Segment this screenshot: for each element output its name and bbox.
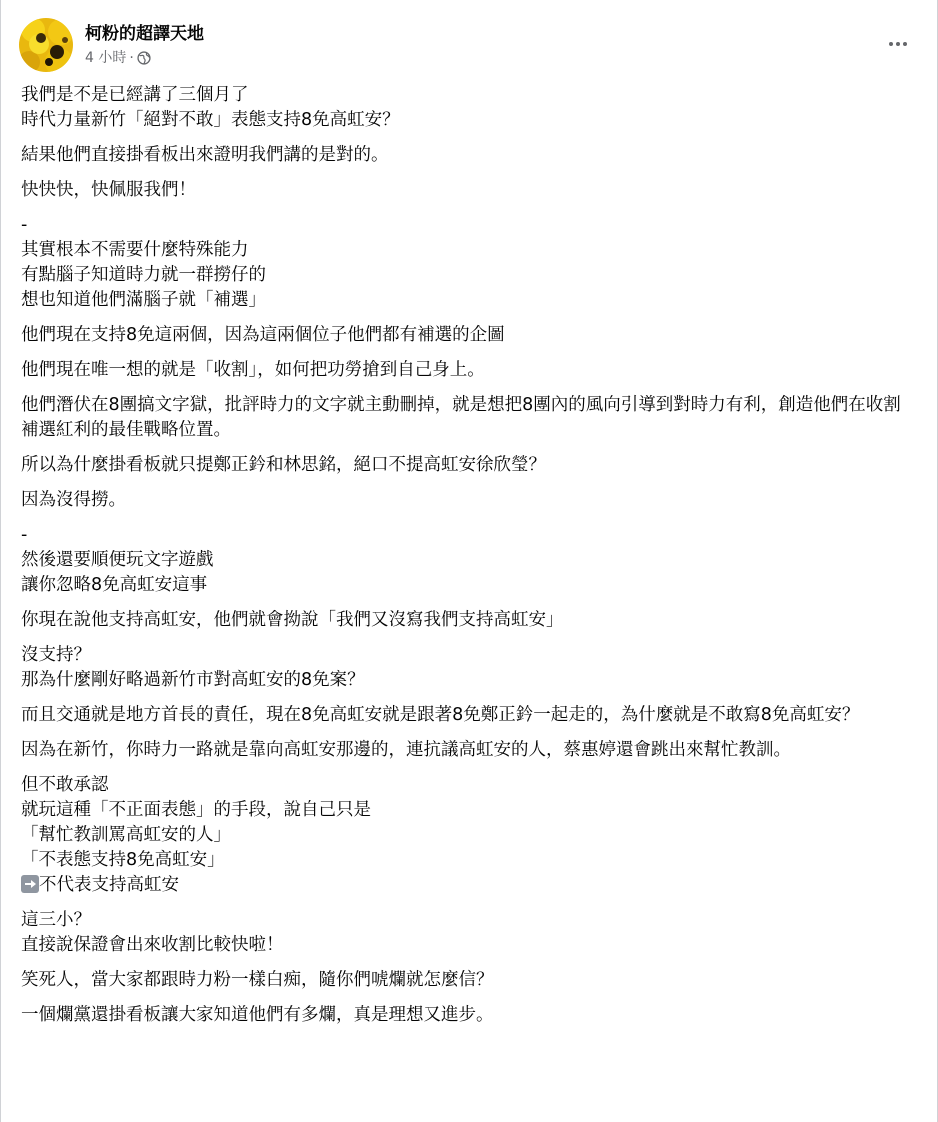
post-paragraph	[21, 358, 913, 383]
post-line: 直接說保證會出來收割比較快啦！	[21, 935, 284, 955]
post-timestamp[interactable]: 4 小時	[85, 50, 127, 66]
more-options-dot	[896, 42, 900, 46]
post-line: -	[21, 215, 28, 235]
post-line	[21, 873, 913, 898]
sunflower-avatar-image	[19, 18, 73, 72]
post-line: 快快快，快佩服我們！	[21, 180, 196, 200]
post-paragraph	[21, 488, 913, 513]
post-line: 因為在新竹，你時力一路就是靠向高虹安那邊的，連抗議高虹安的人，蔡惠婷還會跳出來幫忙教訓。	[21, 740, 791, 760]
post-line: 「不表態支持8免高虹安」	[21, 850, 225, 870]
post-line: 他們現在唯一想的就是「收割」，如何把功勞搶到自己身上。	[21, 360, 485, 380]
post-paragraph	[21, 83, 913, 133]
post-line: 「幫忙教訓罵高虹安的人」	[21, 825, 231, 845]
post-line: 因為沒得撈。	[21, 490, 126, 510]
post-paragraph	[21, 323, 913, 348]
post-line-text: 不代表支持高虹安	[39, 875, 179, 895]
post-paragraph	[21, 703, 913, 728]
post-paragraph	[21, 453, 913, 478]
post-line: 結果他們直接掛看板出來證明我們講的是對的。	[21, 145, 389, 165]
post-line: 沒支持？	[21, 645, 91, 665]
post-line: -	[21, 525, 28, 545]
post-line: 時代力量新竹「絕對不敢」表態支持8免高虹安？	[21, 110, 400, 130]
right-arrow-emoji-icon	[21, 875, 39, 893]
more-options-icon	[889, 42, 893, 46]
post-text	[21, 83, 913, 1038]
post-paragraph	[21, 213, 913, 313]
post-line: 有點腦子知道時力就一群撈仔的	[21, 265, 266, 285]
post-line: 他們現在支持8免這兩個，因為這兩個位子他們都有補選的企圖	[21, 325, 505, 345]
post-paragraph	[21, 178, 913, 203]
post-meta	[85, 49, 204, 67]
more-options-button[interactable]	[883, 32, 913, 56]
post-line: 其實根本不需要什麼特殊能力	[21, 240, 249, 260]
page-avatar[interactable]	[19, 18, 73, 72]
post-paragraph	[21, 908, 913, 958]
post-line: 笑死人，當大家都跟時力粉一樣白痴，隨你們唬爛就怎麼信？	[21, 970, 494, 990]
post-line: 這三小？	[21, 910, 91, 930]
post-line: 想也知道他們滿腦子就「補選」	[21, 290, 266, 310]
more-options-dot	[903, 42, 907, 46]
post-paragraph	[21, 738, 913, 763]
post-line: 那為什麼剛好略過新竹市對高虹安的8免案？	[21, 670, 365, 690]
post-header	[19, 18, 204, 72]
post-line: 讓你忽略8免高虹安這事	[21, 575, 208, 595]
post-line: 一個爛黨還掛看板讓大家知道他們有多爛，真是理想又進步。	[21, 1005, 494, 1025]
post-line: 就玩這種「不正面表態」的手段，說自己只是	[21, 800, 371, 820]
post-line: 我們是不是已經講了三個月了	[21, 85, 249, 105]
post-paragraph	[21, 643, 913, 693]
post-line: 所以為什麼掛看板就只提鄭正鈐和林思銘，絕口不提高虹安徐欣瑩？	[21, 455, 546, 475]
post-paragraph	[21, 968, 913, 993]
post-line: 你現在說他支持高虹安，他們就會拗說「我們又沒寫我們支持高虹安」	[21, 610, 564, 630]
post-paragraph	[21, 143, 913, 168]
post-paragraph	[21, 1003, 913, 1028]
post-line: 而且交通就是地方首長的責任，現在8免高虹安就是跟著8免鄭正鈐一起走的，為什麼就是不敢寫8免高虹安？	[21, 705, 860, 725]
post-paragraph	[21, 393, 913, 443]
page-name-link[interactable]: 柯粉的超譯天地	[85, 24, 204, 44]
post-line: 但不敢承認	[21, 775, 109, 795]
post-line: 然後還要順便玩文字遊戲	[21, 550, 214, 570]
post-line: 他們潛伏在8團搞文字獄，批評時力的文字就主動刪掉，就是想把8團內的風向引導到對時力有利，創造他們在收割補選紅利的最佳戰略位置。	[21, 395, 901, 440]
meta-separator: ·	[129, 50, 134, 66]
globe-icon[interactable]	[137, 51, 151, 65]
post-paragraph	[21, 608, 913, 633]
post-paragraph	[21, 773, 913, 898]
post-paragraph	[21, 523, 913, 598]
